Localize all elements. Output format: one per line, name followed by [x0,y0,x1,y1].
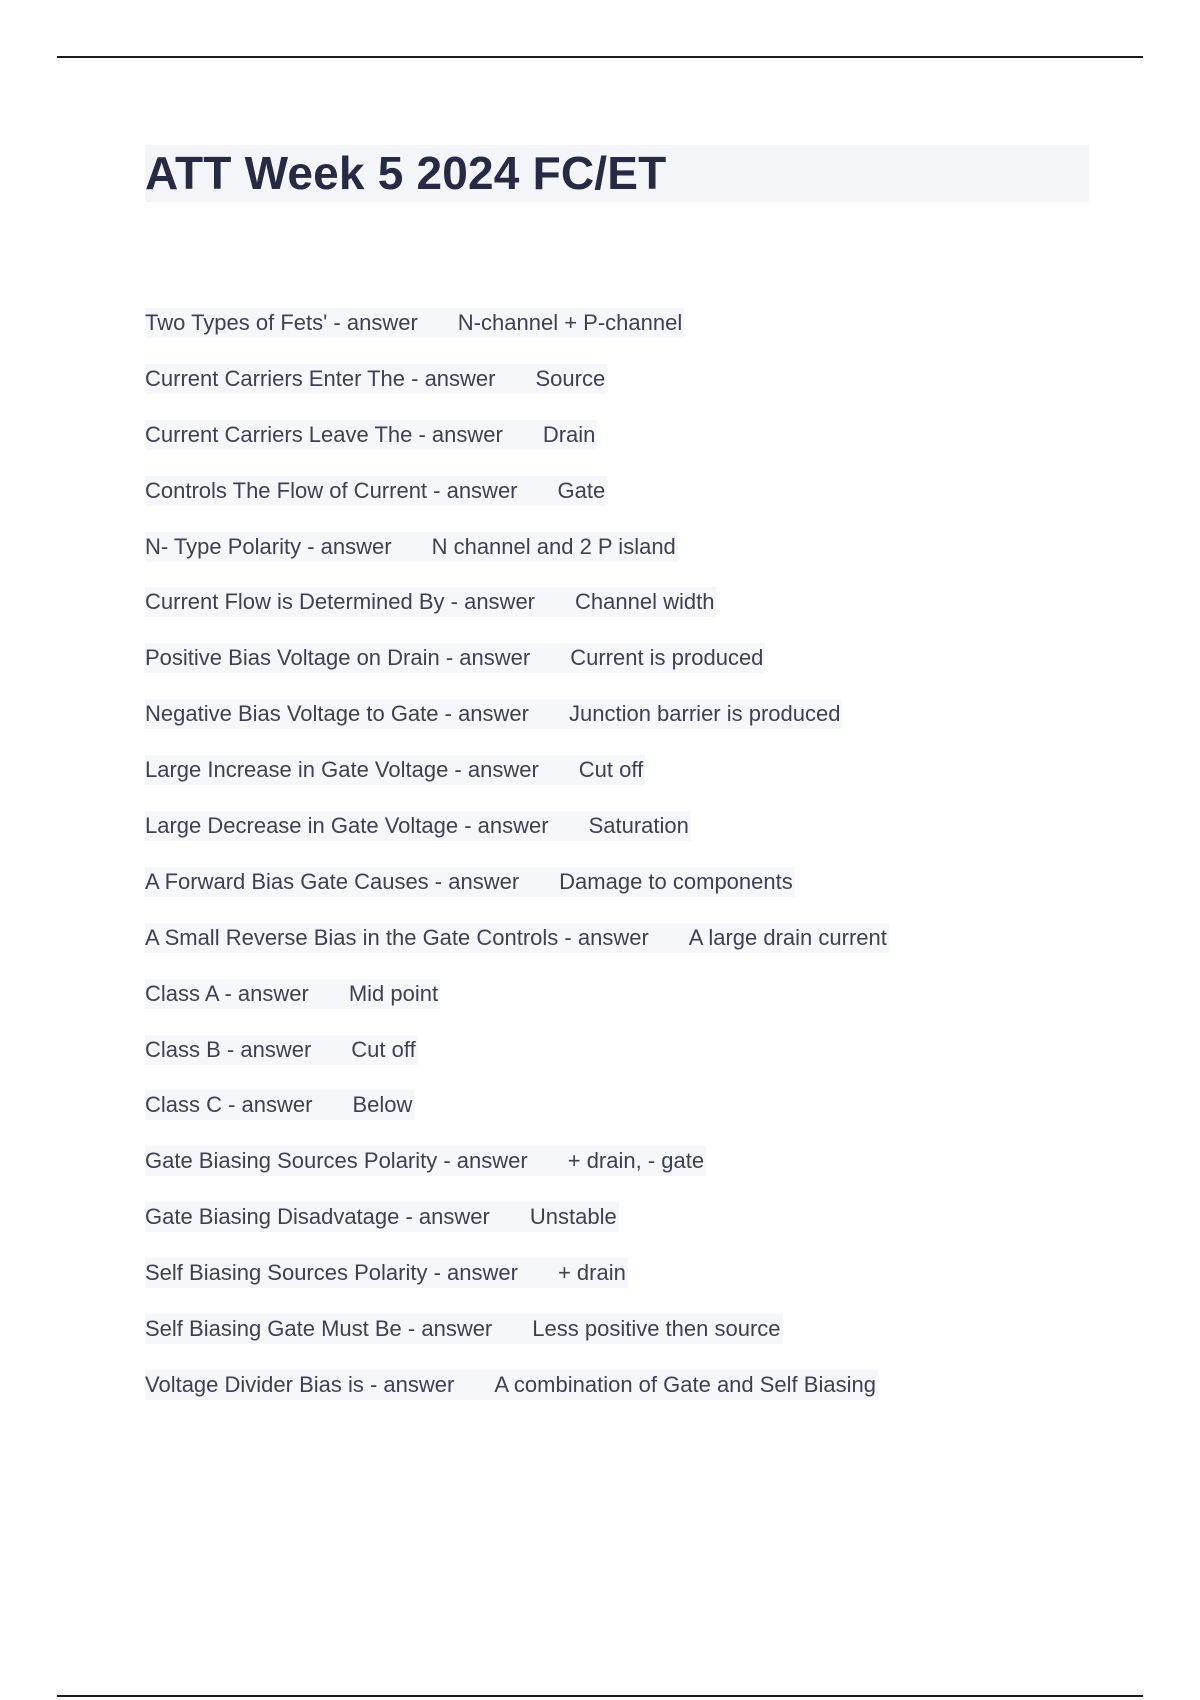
list-item [145,1370,1145,1426]
list-item [145,1314,1145,1370]
list-item [145,364,1145,420]
qa-pair [145,587,716,617]
question-text: Gate Biasing Disadvatage - answer [145,1204,490,1230]
question-text: A Small Reverse Bias in the Gate Controls - answer [145,924,649,950]
page-title: ATT Week 5 2024 FC/ET [145,147,667,199]
list-item [145,1258,1145,1314]
answer-text: N-channel + P-channel [457,310,683,335]
question-text: Positive Bias Voltage on Drain - answer [145,645,531,671]
question-text: Controls The Flow of Current - answer [145,477,518,503]
qa-pair [145,420,597,450]
answer-text: A combination of Gate and Self Biasing [494,1371,876,1397]
question-text: Self Biasing Sources Polarity - answer [145,1260,518,1286]
question-text: N- Type Polarity - answer [145,533,392,559]
flashcard-list [145,308,1145,1426]
qa-pair [145,1090,414,1120]
top-rule [57,56,1143,58]
list-item [145,811,1145,867]
qa-pair [145,1258,628,1288]
answer-text: Gate [557,477,606,503]
question-text: Self Biasing Gate Must Be - answer [145,1316,493,1342]
question-text: Large Decrease in Gate Voltage - answer [145,813,549,839]
list-item [145,532,1145,588]
answer-text: + drain [557,1260,626,1286]
answer-text: + drain, - gate [567,1148,705,1174]
answer-text: Below [352,1092,413,1118]
list-item [145,755,1145,811]
qa-pair [145,699,842,729]
qa-pair [145,308,684,338]
list-item [145,1146,1145,1202]
list-item [145,420,1145,476]
answer-text: Unstable [529,1204,617,1230]
question-text: A Forward Bias Gate Causes - answer [145,868,520,894]
list-item [145,1035,1145,1091]
qa-pair [145,1035,418,1065]
question-text: Current Carriers Leave The - answer [145,421,503,447]
answer-text: Junction barrier is produced [569,701,841,727]
list-item [145,867,1145,923]
bottom-rule [57,1695,1143,1697]
answer-text: Saturation [588,813,689,839]
question-text: Two Types of Fets' - answer [145,310,418,335]
answer-text: Source [535,365,606,391]
question-text: Class A - answer [145,980,309,1006]
qa-pair [145,867,795,897]
answer-text: Cut off [578,757,644,783]
list-item [145,1090,1145,1146]
list-item [145,979,1145,1035]
answer-text: Damage to components [559,868,793,894]
qa-pair [145,755,645,785]
qa-pair [145,979,440,1009]
answer-text: Cut off [351,1036,416,1062]
question-text: Class B - answer [145,1036,312,1062]
list-item [145,587,1145,643]
question-text: Voltage Divider Bias is - answer [145,1371,455,1397]
qa-pair [145,643,765,673]
qa-pair [145,1370,878,1400]
list-item [145,308,1145,364]
question-text: Gate Biasing Sources Polarity - answer [145,1148,528,1174]
list-item [145,923,1145,979]
qa-pair [145,811,691,841]
answer-text: A large drain current [688,924,887,950]
answer-text: Less positive then source [532,1316,781,1342]
qa-pair [145,1146,706,1176]
qa-pair [145,364,607,394]
question-text: Class C - answer [145,1092,313,1118]
question-text: Negative Bias Voltage to Gate - answer [145,701,529,727]
list-item [145,699,1145,755]
question-text: Current Carriers Enter The - answer [145,365,496,391]
list-item [145,476,1145,532]
qa-pair [145,1314,783,1344]
list-item [145,1202,1145,1258]
qa-pair [145,923,889,953]
list-item [145,643,1145,699]
qa-pair [145,476,607,506]
qa-pair [145,532,678,562]
answer-text: Mid point [348,980,439,1006]
answer-text: Drain [542,421,596,447]
answer-text: Current is produced [570,645,764,671]
answer-text: Channel width [575,589,715,615]
answer-text: N channel and 2 P island [431,533,676,559]
question-text: Current Flow is Determined By - answer [145,589,536,615]
qa-pair [145,1202,619,1232]
question-text: Large Increase in Gate Voltage - answer [145,757,539,783]
